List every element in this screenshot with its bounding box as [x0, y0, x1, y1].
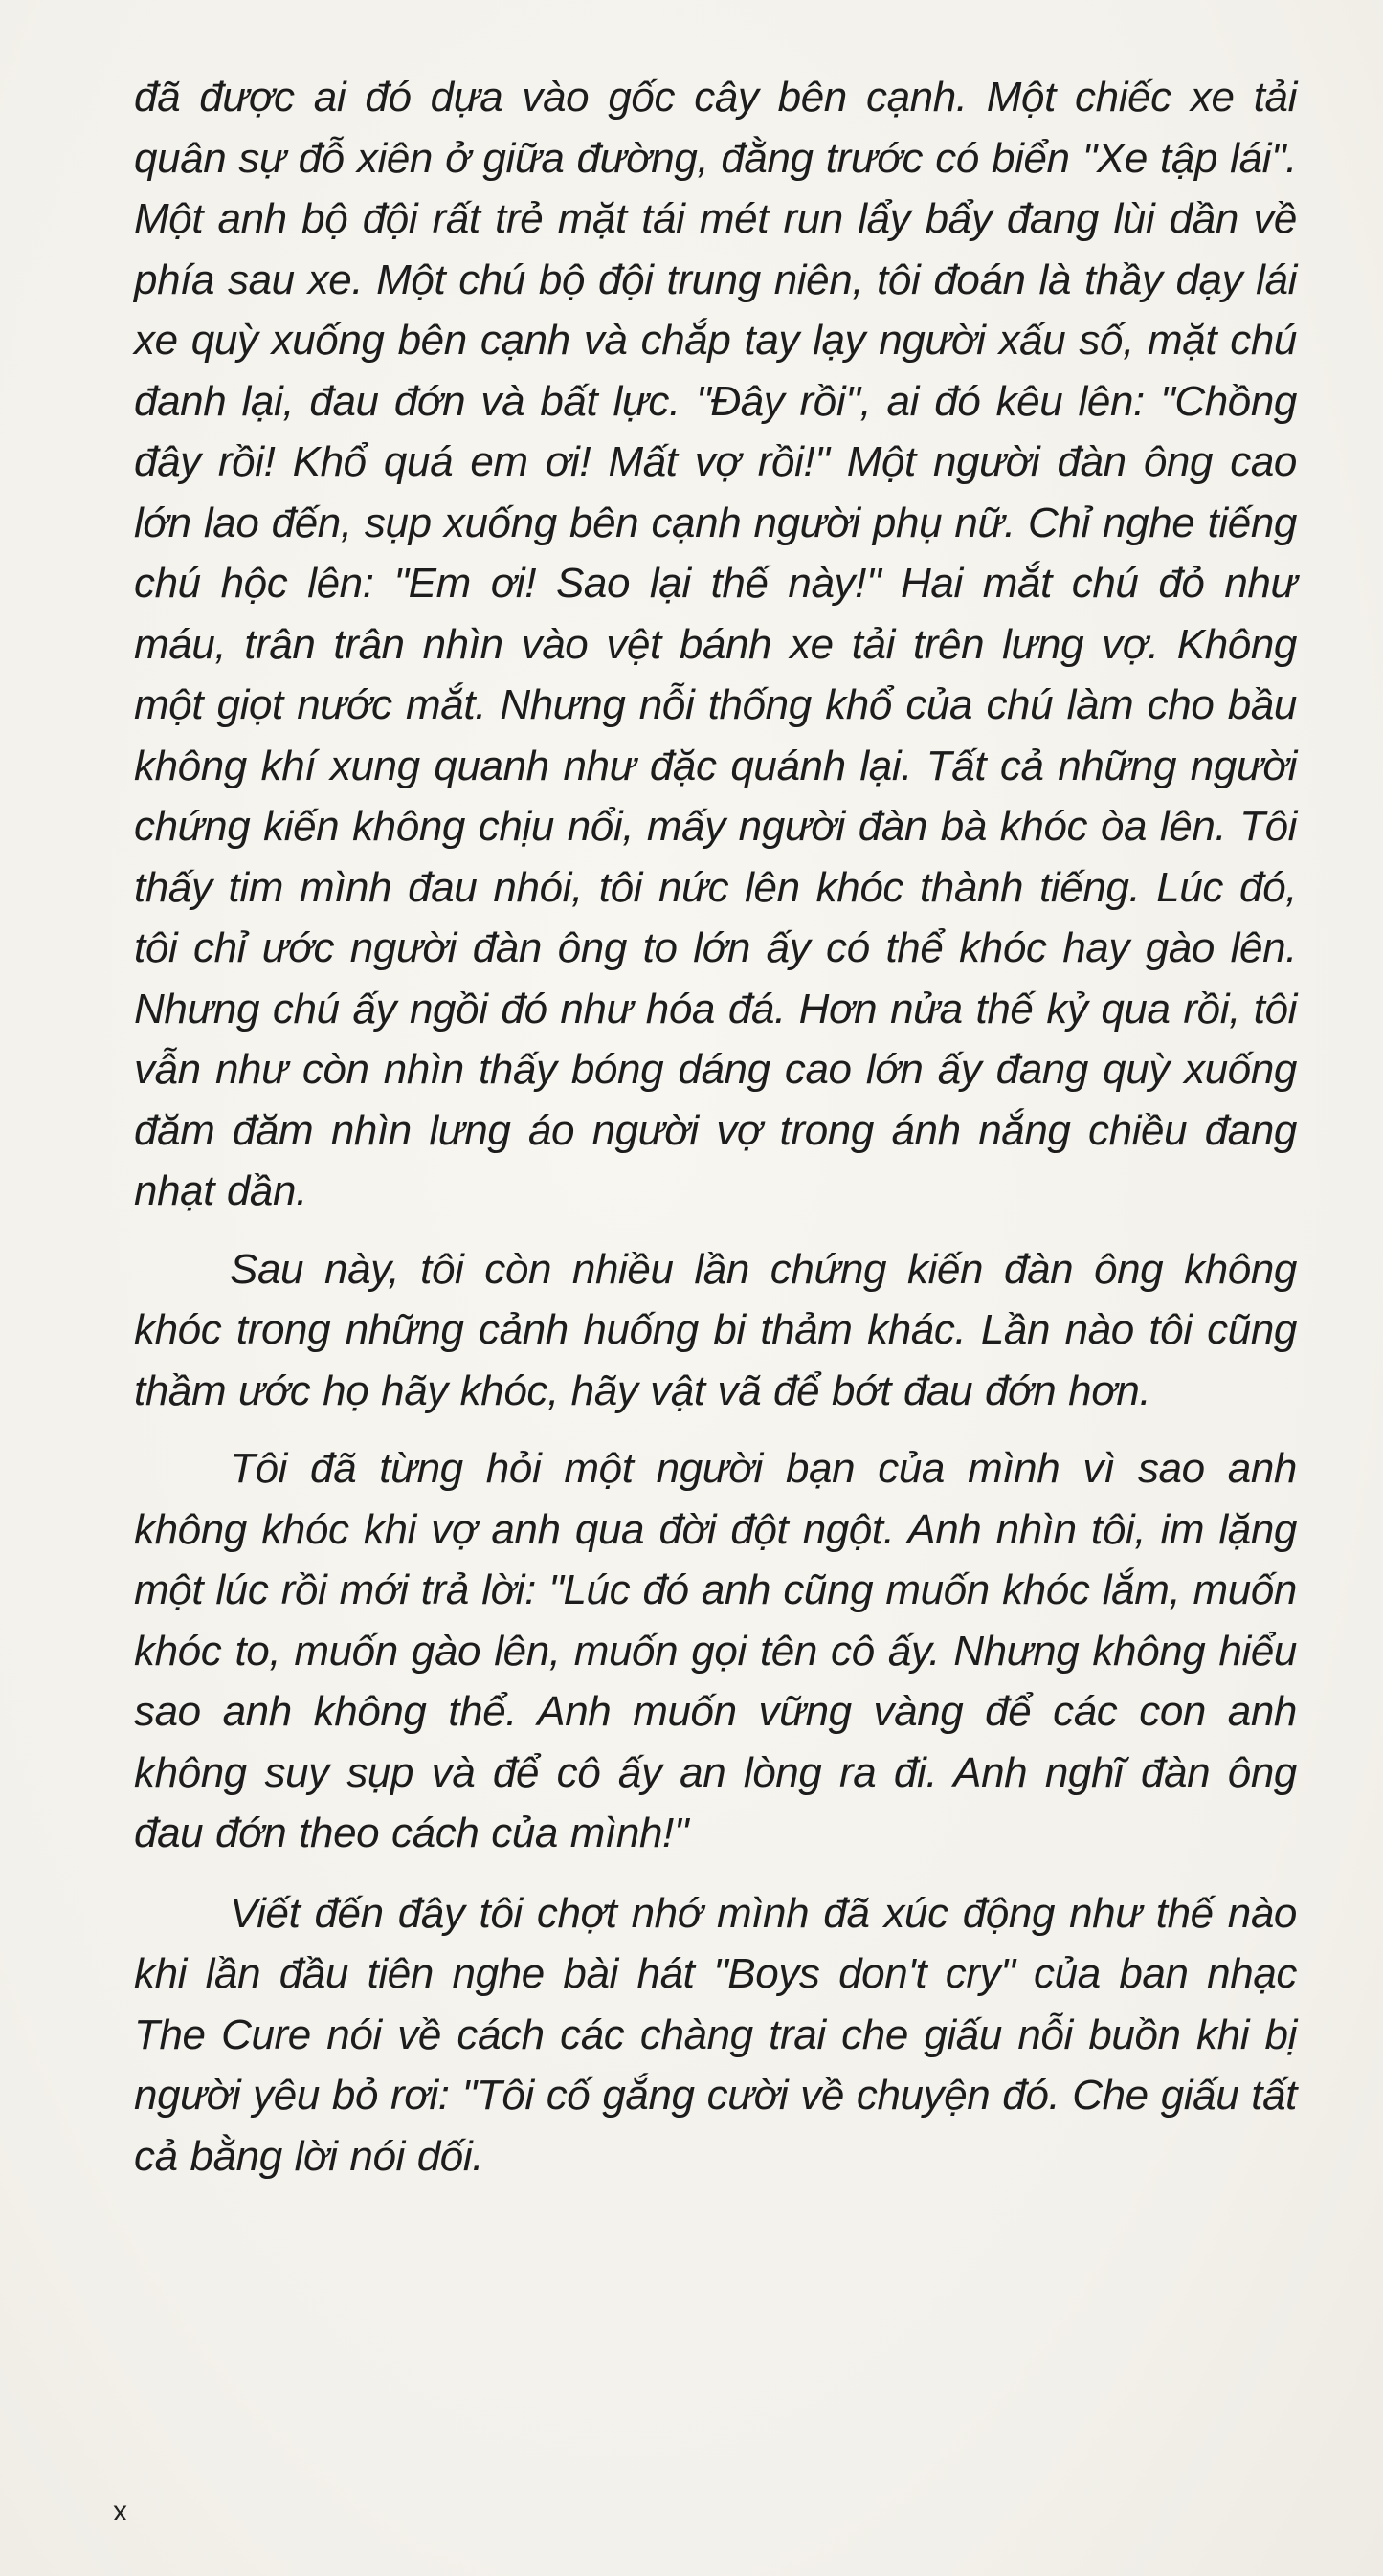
paragraph-1: đã được ai đó dựa vào gốc cây bên cạnh. Một chiếc xe tải quân sự đỗ xiên ở giữa đường, đằng trước có biển "Xe tập lái". Một anh bộ đội rất trẻ mặt tái mét run lẩy bẩy đang lùi dần về phía sau xe. Một chú bộ đội trung niên, tôi đoán là thầy dạy lái xe quỳ xuống bên cạnh và chắp tay lạy người xấu số, mặt chú đanh lại, đau đớn và bất lực. "Đây rồi", ai đó kêu lên: "Chồng đây rồi! Khổ quá em ơi! Mất vợ rồi!" Một người đàn ông cao lớn lao đến, sụp xuống bên cạnh người phụ nữ. Chỉ nghe tiếng chú hộc lên: "Em ơi! Sao lại thế này!" Hai mắt chú đỏ như máu, trân trân nhìn vào vệt bánh xe tải trên lưng vợ. Không một giọt nước mắt. Nhưng nỗi thống khổ của chú làm cho bầu không khí xung quanh như đặc quánh lại. Tất cả những người chứng kiến không chịu nổi, mấy người đàn bà khóc òa lên. Tôi thấy tim mình đau nhói, tôi nức lên khóc thành tiếng. Lúc đó, tôi chỉ ước người đàn ông to lớn ấy có thể khóc hay gào lên. Nhưng chú ấy ngồi đó như hóa đá. Hơn nửa thế kỷ qua rồi, tôi vẫn như còn nhìn thấy bóng dáng cao lớn ấy đang quỳ xuống đăm đăm nhìn lưng áo người vợ trong ánh nắng chiều đang nhạt dần. — [134, 74, 1297, 1214]
paragraph-3: Tôi đã từng hỏi một người bạn của mình vì sao anh không khóc khi vợ anh qua đời đột ngột. Anh nhìn tôi, im lặng một lúc rồi mới trả lời: "Lúc đó anh cũng muốn khóc lắm, muốn khóc to, muốn gào lên, muốn gọi tên cô ấy. Nhưng không hiểu sao anh không thể. Anh muốn vững vàng để các con anh không suy sụp và để cô ấy an lòng ra đi. Anh nghĩ đàn ông đau đớn theo cách của mình!" — [134, 1445, 1297, 1856]
paragraph-4: Viết đến đây tôi chợt nhớ mình đã xúc động như thế nào khi lần đầu tiên nghe bài hát "Boys don't cry" của ban nhạc The Cure nói về cách các chàng trai che giấu nỗi buồn khi bị người yêu bỏ rơi: "Tôi cố gắng cười về chuyện đó. Che giấu tất cả bằng lời nói dối. — [134, 1889, 1297, 2180]
paragraph-2: Sau này, tôi còn nhiều lần chứng kiến đàn ông không khóc trong những cảnh huống bi thảm khác. Lần nào tôi cũng thầm ước họ hãy khóc, hãy vật vã để bớt đau đớn hơn. — [134, 1245, 1297, 1414]
body-text — [134, 67, 1297, 2187]
page-number: x — [113, 2496, 127, 2527]
